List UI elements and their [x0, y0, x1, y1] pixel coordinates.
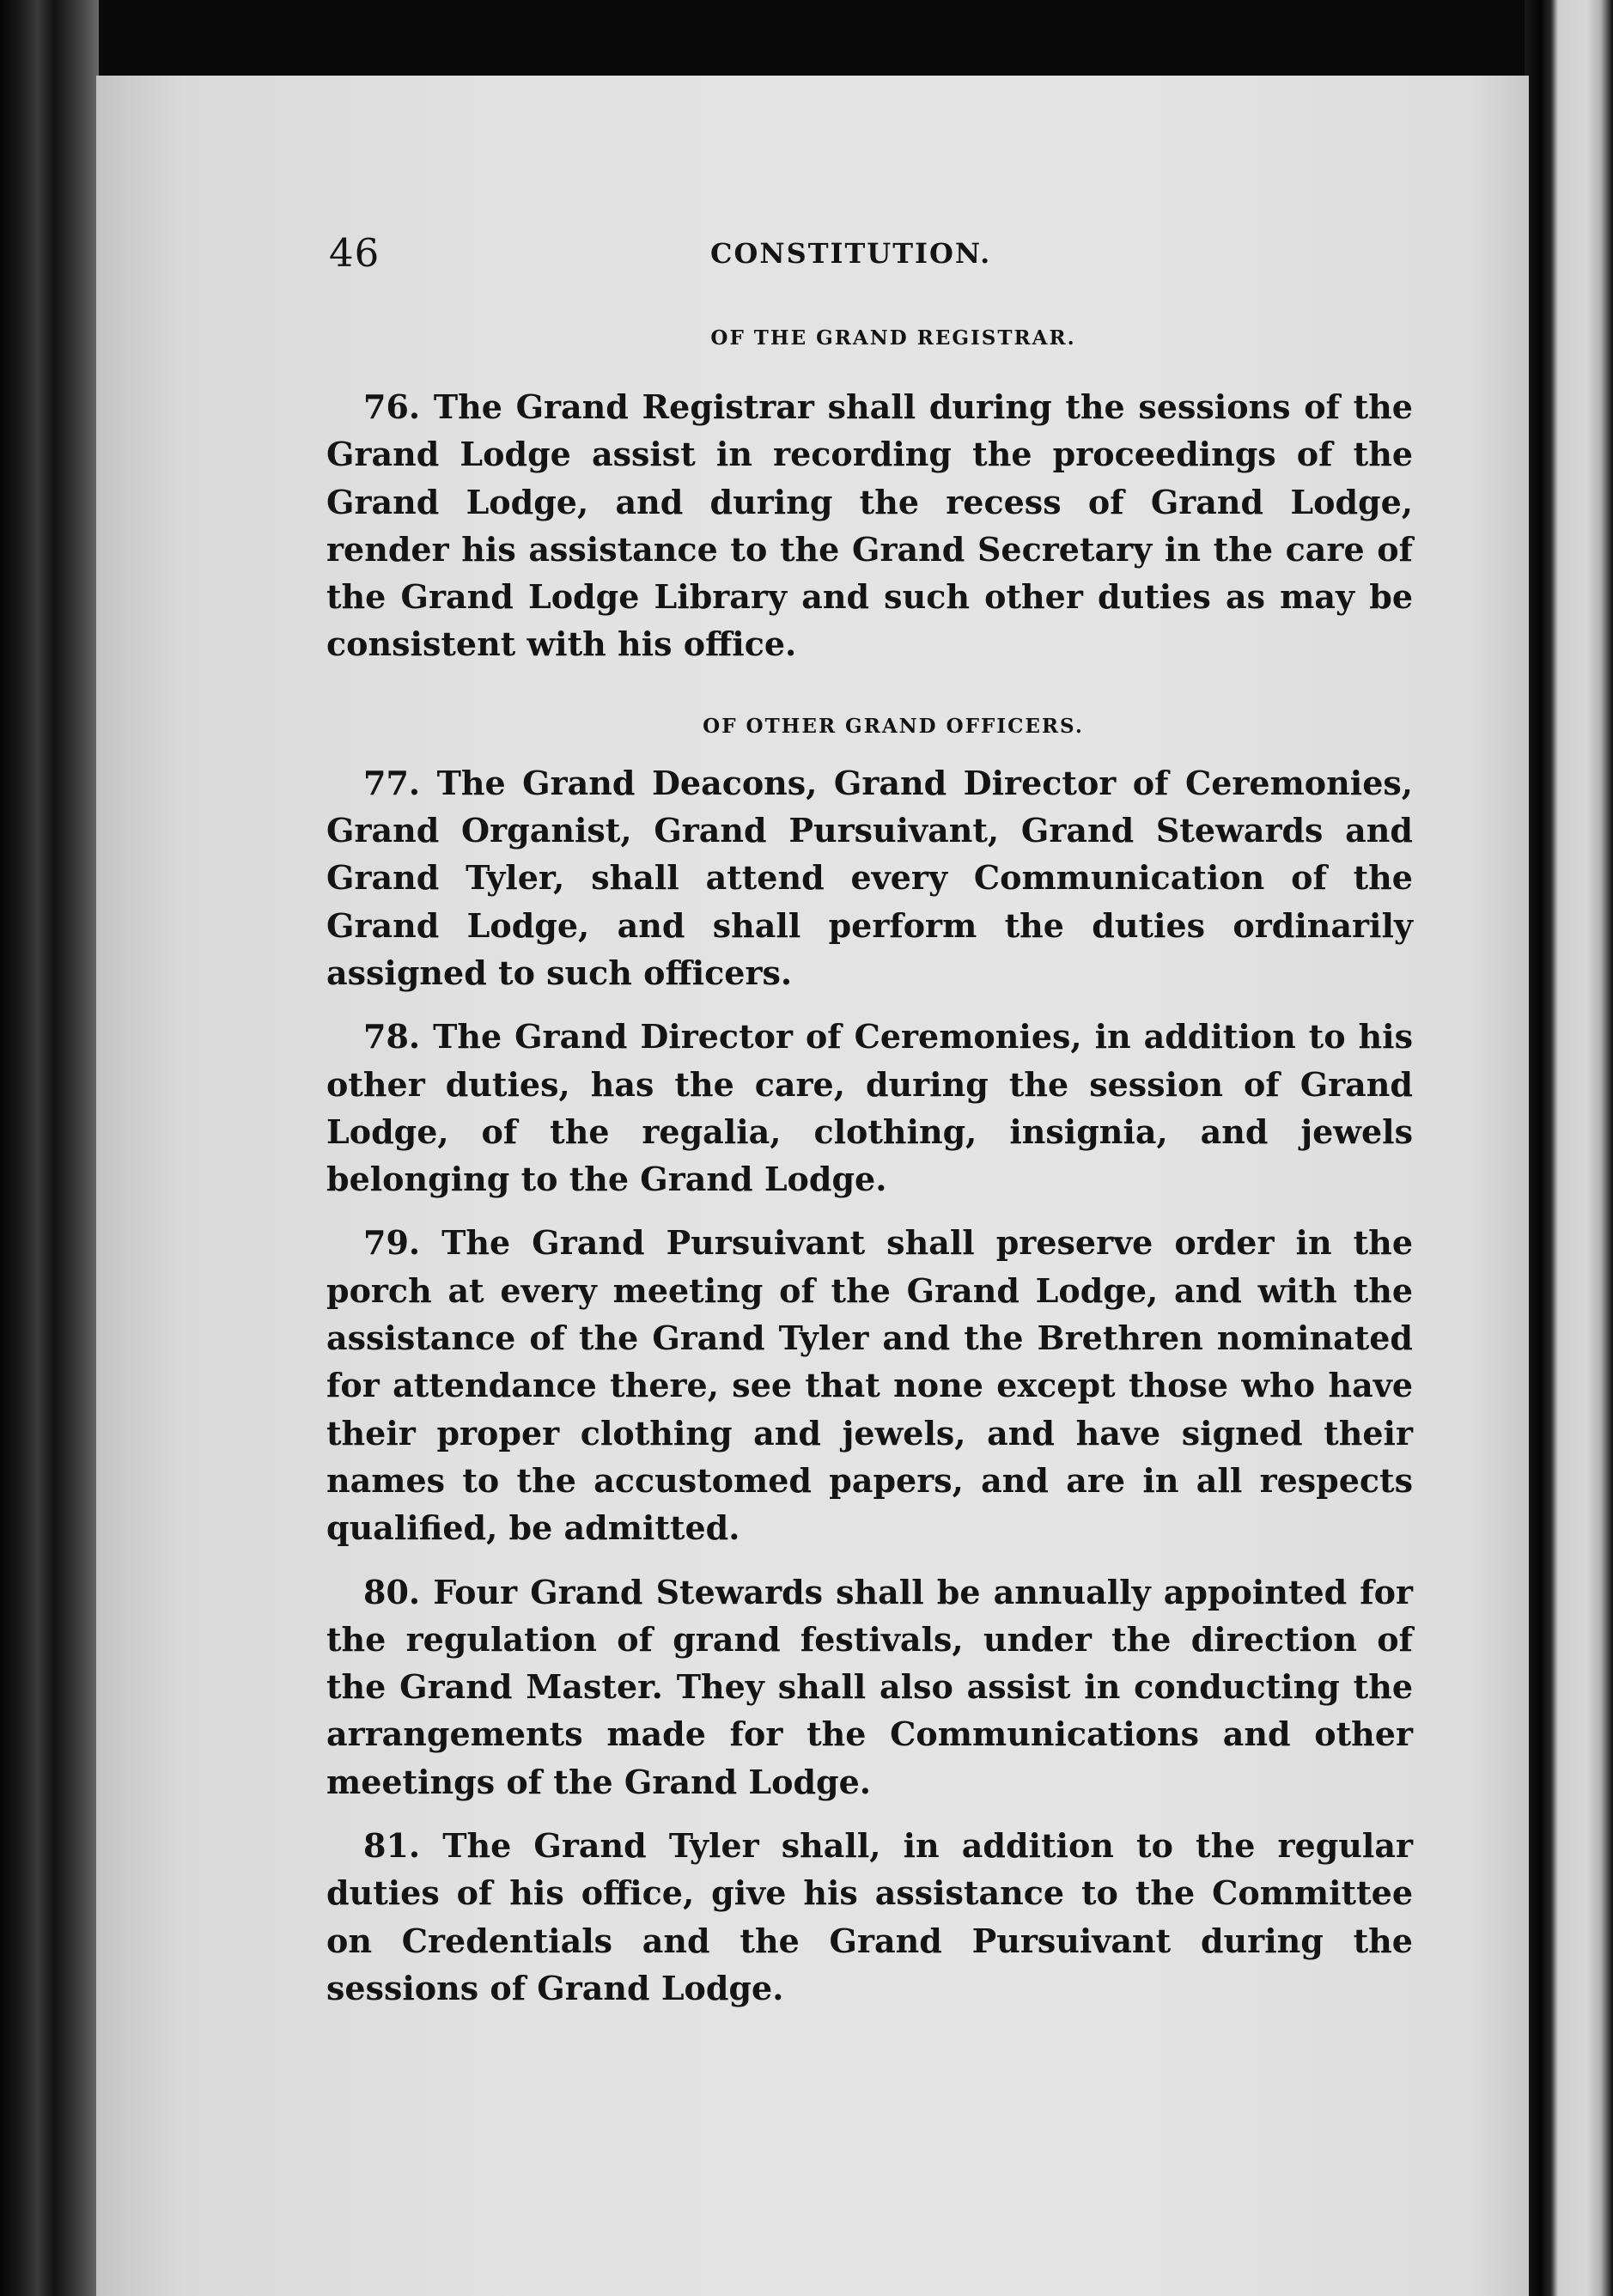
- scan-binding-edge: [0, 0, 99, 2296]
- scan-right-edge: [1525, 0, 1613, 2296]
- paragraph-text: The Grand Deacons, Grand Director of Ceremonies, Grand Organist, Grand Pursuivant, Grand Stewards and Grand Tyler, shall attend every Communication of the Grand Lodge, and shall perform the duties ordinarily assigned to such officers.: [326, 763, 1413, 992]
- section-grand-registrar: [326, 316, 1413, 668]
- paragraph-78: [326, 1013, 1413, 1203]
- section-other-grand-officers: [326, 704, 1413, 2012]
- paragraph-81: [326, 1822, 1413, 2012]
- paragraph-number: 76.: [363, 387, 421, 426]
- paragraph-text: The Grand Director of Ceremonies, in addition to his other duties, has the care, during the session of Grand Lodge, of the regalia, clothing, insignia, and jewels belonging to the Grand Lodge.: [326, 1017, 1413, 1199]
- scan-top-border: [0, 0, 1613, 77]
- paragraph-number: 77.: [363, 763, 421, 802]
- paragraph-text: The Grand Tyler shall, in addition to the regular duties of his office, give his assistance to the Committee on Credentials and the Grand Pursuivant during the sessions of Grand Lodge.: [326, 1826, 1413, 2007]
- paragraph-text: Four Grand Stewards shall be annually appointed for the regulation of grand festivals, under the direction of the Grand Master. They shall also assist in conducting the arrangements made for the Communications and other meetings of the Grand Lodge.: [326, 1572, 1414, 1801]
- page-text-block: [326, 230, 1413, 2028]
- paragraph-text: The Grand Registrar shall during the sessions of the Grand Lodge assist in recording the proceedings of the Grand Lodge, and during the recess of Grand Lodge, render his assistance to the Grand Secretary in the care of the Grand Lodge Library and such other duties as may be consistent with his office.: [326, 387, 1413, 664]
- paragraph-80: [326, 1568, 1413, 1806]
- section-heading: OF OTHER GRAND OFFICERS.: [703, 714, 1084, 738]
- paragraph-text: The Grand Pursuivant shall preserve order in the porch at every meeting of the Grand Lodge, and with the assistance of the Grand Tyler and the Brethren nominated for attendance there, see that none except those who have their proper clothing and jewels, and have signed their names to the accustomed papers, and are in all respects qualified, be admitted.: [326, 1223, 1413, 1548]
- running-head: [326, 230, 1413, 299]
- paragraph-number: 79.: [363, 1223, 421, 1263]
- paragraph-number: 81.: [363, 1826, 421, 1866]
- paragraph-79: [326, 1219, 1413, 1551]
- paragraph-76: [326, 383, 1413, 668]
- paragraph-77: [326, 759, 1413, 996]
- running-title: CONSTITUTION.: [710, 237, 992, 270]
- page-number: 46: [329, 230, 380, 276]
- paragraph-number: 80.: [363, 1572, 421, 1611]
- section-heading: OF THE GRAND REGISTRAR.: [710, 326, 1076, 350]
- paragraph-number: 78.: [363, 1017, 421, 1057]
